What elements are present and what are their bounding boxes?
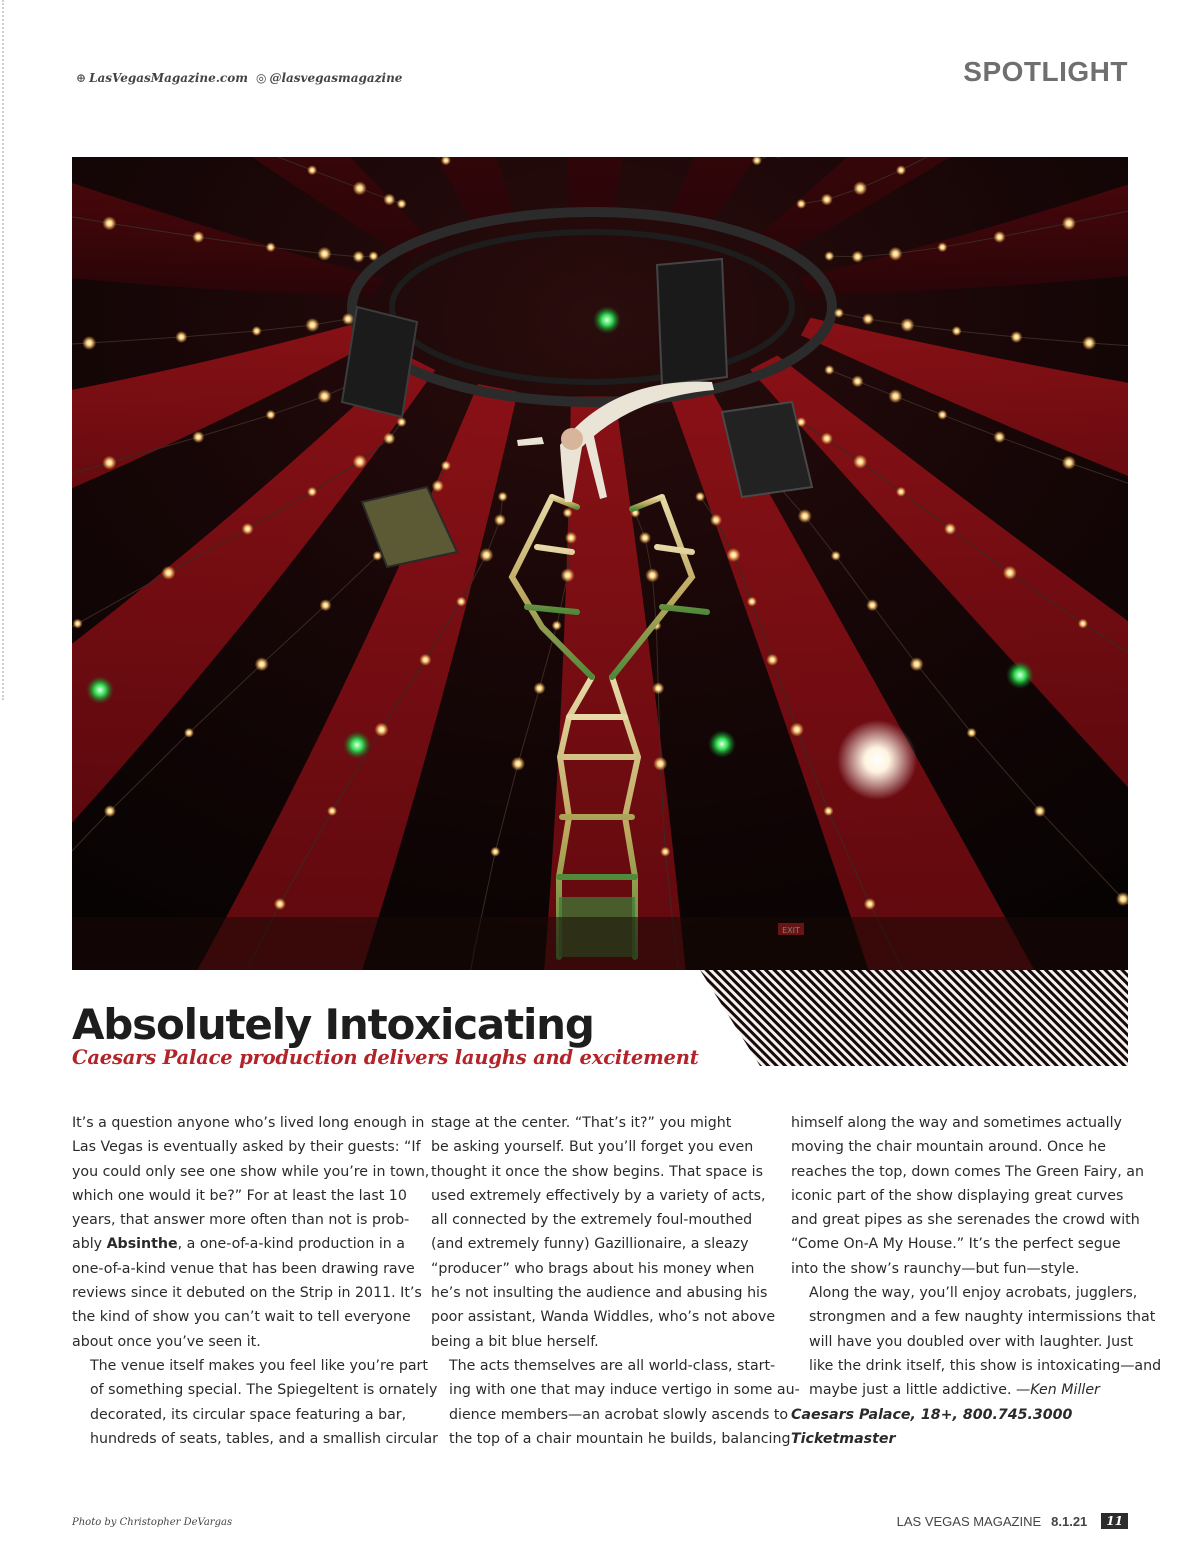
instagram-icon: ◎: [255, 71, 267, 85]
green-stage-light: [708, 730, 736, 758]
light-bulb: [790, 723, 804, 737]
light-bulb: [242, 523, 254, 535]
light-bulb: [102, 216, 116, 230]
light-bulb: [852, 375, 864, 387]
light-bulb: [73, 619, 83, 629]
photo-stripe-band: [700, 970, 1128, 1066]
light-bulb: [824, 365, 834, 375]
light-bulb: [896, 165, 906, 175]
light-bulb: [862, 313, 874, 325]
light-bulb: [864, 898, 876, 910]
light-bulb: [397, 417, 407, 427]
light-bulb: [824, 251, 834, 261]
photo-credit: Photo by Christopher DeVargas: [72, 1517, 233, 1528]
light-bulb: [342, 313, 354, 325]
light-bulb: [796, 199, 806, 209]
globe-icon: ⊕: [76, 71, 87, 85]
light-bulb: [821, 433, 833, 445]
paragraph: The venue itself makes you feel like you’re part of something special. The Spiegeltent is ornately decorated, its circular space featuring a bar, hundreds of seats, tables, and a smallish circular: [90, 1357, 439, 1447]
light-bulb: [639, 532, 651, 544]
website-link[interactable]: LasVegasMagazine.com: [89, 71, 248, 85]
magazine-name: LAS VEGAS MAGAZINE: [896, 1513, 1042, 1529]
light-bulb: [967, 728, 977, 738]
light-bulb: [710, 514, 722, 526]
light-bulb: [1062, 456, 1076, 470]
light-bulb: [937, 410, 947, 420]
light-bulb: [831, 551, 841, 561]
light-bulb: [798, 509, 812, 523]
header-social: [76, 71, 402, 85]
light-bulb: [353, 455, 367, 469]
light-bulb: [853, 455, 867, 469]
light-bulb: [307, 165, 317, 175]
light-bulb: [318, 389, 332, 403]
instagram-handle[interactable]: @lasvegasmagazine: [269, 71, 403, 85]
light-bulb: [552, 621, 562, 631]
show-info: [791, 1403, 1131, 1452]
light-bulb: [490, 847, 500, 857]
light-bulb: [383, 194, 395, 206]
light-bulb: [383, 433, 395, 445]
light-bulb: [327, 806, 337, 816]
article-column-1: [72, 1111, 439, 1451]
light-bulb: [888, 247, 902, 261]
light-bulb: [175, 331, 187, 343]
light-bulb: [353, 181, 367, 195]
author-byline: —Ken Miller: [1016, 1382, 1100, 1399]
light-bulb: [766, 654, 778, 666]
venue-info: Caesars Palace, 18+, 800.745.3000: [791, 1406, 1073, 1423]
light-bulb: [320, 599, 332, 611]
page-perforation: [2, 0, 4, 700]
light-bulb: [104, 805, 116, 817]
show-name: Absinthe: [106, 1236, 178, 1253]
light-bulb: [456, 597, 466, 607]
light-bulb: [1010, 331, 1022, 343]
light-bulb: [888, 389, 902, 403]
light-bulb: [1003, 566, 1017, 580]
issue-date: 8.1.21: [1051, 1513, 1088, 1529]
article-title: Absolutely Intoxicating: [72, 1000, 594, 1049]
paragraph: Along the way, you’ll enjoy acrobats, jugglers, strongmen and a few naughty intermissions that will have you doubled over with laughter. Just like the drink itself, this show is intoxicating—and maybe just a little addictive. —Ken Miller: [809, 1285, 1162, 1399]
light-bulb: [695, 492, 705, 502]
light-bulb: [266, 410, 276, 420]
light-bulb: [192, 231, 204, 243]
light-bulb: [852, 251, 864, 263]
light-bulb: [1034, 805, 1046, 817]
light-bulb: [102, 456, 116, 470]
light-bulb: [866, 599, 878, 611]
green-stage-light: [593, 306, 621, 334]
light-bulb: [834, 308, 844, 318]
light-bulb: [305, 318, 319, 332]
green-stage-light: [343, 731, 371, 759]
light-bulb: [1082, 336, 1096, 350]
light-bulb: [498, 492, 508, 502]
light-bulb: [900, 318, 914, 332]
page-footer: [897, 1513, 1128, 1529]
light-bulb: [944, 523, 956, 535]
light-bulb: [162, 566, 176, 580]
light-bulb: [660, 847, 670, 857]
page-number: 11: [1101, 1513, 1128, 1529]
light-bulb: [318, 247, 332, 261]
light-bulb: [910, 657, 924, 671]
light-bulb: [353, 251, 365, 263]
light-bulb: [307, 487, 317, 497]
green-stage-light: [86, 676, 114, 704]
light-bulb: [252, 326, 262, 336]
light-bulb: [563, 508, 573, 518]
light-bulb: [82, 336, 96, 350]
light-bulb: [397, 199, 407, 209]
light-bulb: [534, 682, 546, 694]
section-label: SPOTLIGHT: [963, 56, 1128, 87]
green-stage-light: [1006, 661, 1034, 689]
light-bulb: [1062, 216, 1076, 230]
paragraph: It’s a question anyone who’s lived long enough in Las Vegas is eventually asked by their guests: “If you could only see one show while you’re in town, which one would it be?” For at least the last 10 years, that answer more often than not is prob- ably Absinthe, a one-of-a-kind production in a one-of-a-kind venue that has been drawing rave reviews since it debuted on the Strip in 2011. It’s the kind of show you can’t wait to tell everyone about once you’ve seen it.: [72, 1115, 430, 1350]
light-bulb: [896, 487, 906, 497]
light-bulb: [994, 431, 1006, 443]
light-bulb: [824, 806, 834, 816]
light-bulb: [727, 548, 741, 562]
article-column-2: [431, 1111, 800, 1451]
ticket-info[interactable]: Ticketmaster: [791, 1430, 896, 1447]
light-bulb: [821, 194, 833, 206]
light-bulb: [937, 242, 947, 252]
light-bulb: [853, 181, 867, 195]
light-bulb: [375, 723, 389, 737]
light-bulb: [561, 568, 575, 582]
light-bulb: [747, 597, 757, 607]
light-bulb: [274, 898, 286, 910]
light-bulb: [652, 682, 664, 694]
light-bulb: [369, 251, 379, 261]
light-bulb: [184, 728, 194, 738]
light-bulb: [266, 242, 276, 252]
light-bulb: [255, 657, 269, 671]
article-subtitle: Caesars Palace production delivers laughs and excitement: [72, 1046, 699, 1069]
light-bulb: [952, 326, 962, 336]
light-bulb: [479, 548, 493, 562]
light-bulb: [645, 568, 659, 582]
paragraph: stage at the center. “That’s it?” you might be asking yourself. But you’ll forget you even thought it once the show begins. That space is used extremely effectively by a variety of acts, all connected by the extremely foul-mouthed (and extremely funny) Gazillionaire, a sleazy “producer” who brags about his money when he’s not insulting the audience and abusing his poor assistant, Wanda Widdles, who’s not above being a bit blue herself.: [431, 1115, 776, 1350]
feature-photo: [72, 157, 1128, 970]
light-bulb: [494, 514, 506, 526]
light-bulb: [432, 480, 444, 492]
light-bulb: [419, 654, 431, 666]
light-bulb: [565, 532, 577, 544]
article-column-3: [791, 1111, 1162, 1451]
light-bulb: [653, 757, 667, 771]
paragraph: The acts themselves are all world-class, start- ing with one that may induce vertigo in some au- dience members—an acrobat slowly ascends to the top of a chair mountain he builds, balancing: [449, 1357, 800, 1447]
light-bulb: [1078, 619, 1088, 629]
light-bulb: [994, 231, 1006, 243]
light-bulb: [441, 461, 451, 471]
light-bulb: [511, 757, 525, 771]
paragraph: himself along the way and sometimes actually moving the chair mountain around. Once he reaches the top, down comes The Green Fairy, an iconic part of the show displaying great curves and great pipes as she serenades the crowd with “Come On-A My House.” It’s the perfect segue into the show’s raunchy—but fun—style.: [791, 1115, 1144, 1277]
light-bulb: [192, 431, 204, 443]
